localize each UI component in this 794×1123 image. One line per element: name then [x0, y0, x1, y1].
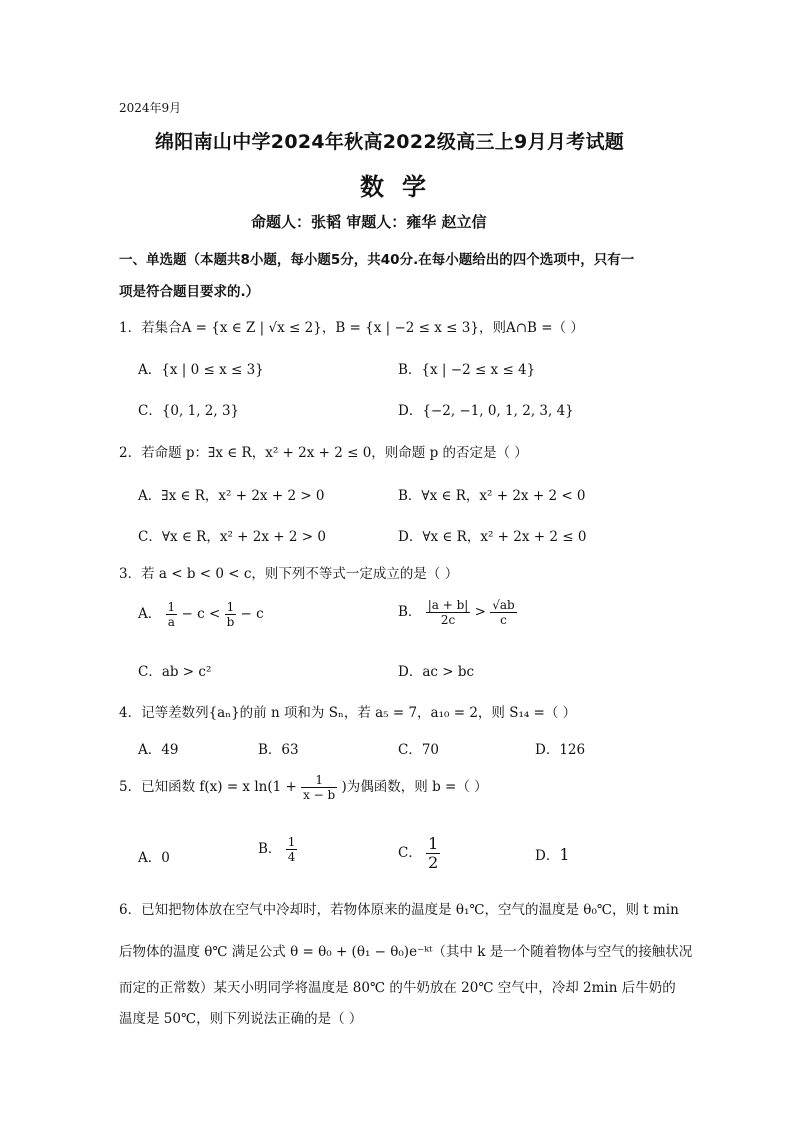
- q1-option-d-label: D．: [398, 403, 423, 419]
- q2-option-d[interactable]: D．∀x ∈ R，x² + 2x + 2 ≤ 0: [398, 529, 587, 545]
- exam-date: 2024年9月: [119, 101, 182, 115]
- q5-b-fraction: [286, 835, 298, 864]
- question-6-line4: 温度是 50℃，则下列说法正确的是（ ）: [119, 1011, 363, 1027]
- q1-option-a-label: A．: [138, 362, 162, 378]
- q2-option-a[interactable]: A．∃x ∈ R，x² + 2x + 2 > 0: [138, 488, 325, 504]
- q5-stem-post: )为偶函数，则 b =（ ）: [341, 779, 488, 795]
- q3-a-den2: b: [226, 615, 235, 629]
- question-6-line3: 而定的正常数）某天小明同学将温度是 80℃ 的牛奶放在 20℃ 空气中，冷却 2min 后牛奶的: [119, 980, 676, 996]
- subject-heading: 数学: [360, 173, 444, 201]
- q5-option-b-label: B．: [258, 841, 282, 857]
- q3-a-num1: 1: [167, 600, 176, 614]
- question-5-stem: [119, 773, 488, 802]
- q3-option-a-label: A．: [138, 606, 162, 622]
- q1-option-d[interactable]: [398, 399, 574, 419]
- q3-b-den1: 2c: [440, 613, 456, 627]
- q1-option-b-label: B．: [398, 362, 422, 378]
- q5-option-c[interactable]: [398, 835, 440, 872]
- q5-option-c-label: C．: [398, 845, 422, 861]
- q3-option-a[interactable]: [138, 600, 264, 629]
- q3-a-fraction-2: [225, 600, 237, 629]
- authors-line: 命题人：张韬 审题人：雍华 赵立信: [251, 213, 487, 231]
- q5-d-value: 1: [559, 845, 570, 864]
- q3-b-fraction-2: [490, 598, 516, 627]
- q2-option-c[interactable]: C．∀x ∈ R，x² + 2x + 2 > 0: [138, 529, 326, 545]
- question-4-stem: 4．记等差数列{aₙ}的前 n 项和为 Sₙ，若 a₅ = 7，a₁₀ = 2，则 S₁₄ =（ ）: [119, 705, 577, 721]
- q5-c-fraction: [426, 835, 440, 872]
- q5-fraction: [301, 773, 337, 802]
- q3-option-d[interactable]: D．ac > bc: [398, 664, 475, 680]
- q5-stem-pre: 5．已知函数 f(x) = x ln(1 +: [119, 779, 297, 795]
- q3-b-num1: |a + b|: [427, 598, 469, 612]
- q5-option-b[interactable]: [258, 835, 297, 864]
- q3-b-fraction-1: [426, 598, 471, 627]
- q3-b-den2: c: [500, 613, 507, 627]
- q5-frac-den: x − b: [303, 788, 336, 802]
- q5-option-a[interactable]: A．0: [138, 850, 170, 866]
- q3-a-fraction-1: [166, 600, 178, 629]
- q5-option-d-label: D．: [535, 848, 560, 864]
- q1-sep: ，: [321, 320, 336, 336]
- q2-option-b[interactable]: B．∀x ∈ R，x² + 2x + 2 < 0: [398, 488, 586, 504]
- q5-b-num: 1: [287, 835, 296, 849]
- q5-b-den: 4: [287, 850, 296, 864]
- q5-c-num: 1: [428, 834, 439, 853]
- q5-c-den: 2: [428, 853, 439, 872]
- q3-a-mid: − c <: [181, 606, 221, 622]
- q1-option-a-text: {x | 0 ≤ x ≤ 3}: [161, 362, 264, 378]
- question-2-stem: 2．若命题 p：∃x ∈ R，x² + 2x + 2 ≤ 0，则命题 p 的否定是（ ）: [119, 445, 528, 461]
- q5-option-d[interactable]: [535, 844, 570, 864]
- q1-option-b[interactable]: [398, 358, 535, 378]
- q1-option-a[interactable]: [138, 358, 264, 378]
- question-3-stem: 3．若 a < b < 0 < c，则下列不等式一定成立的是（ ）: [119, 566, 459, 582]
- question-6-line2: 后物体的温度 θ℃ 满足公式 θ = θ₀ + (θ₁ − θ₀)e⁻ᵏᵗ（其中 k 是一个随着物体与空气的接触状况: [119, 944, 693, 960]
- q3-b-num2: √ab: [492, 598, 515, 612]
- q3-option-c[interactable]: C．ab > c²: [138, 664, 212, 680]
- q1-tail: ，则A∩B =（ ）: [478, 320, 584, 336]
- q3-a-num2: 1: [225, 600, 237, 615]
- q1-option-c[interactable]: [138, 399, 239, 419]
- q3-option-b[interactable]: [398, 598, 517, 627]
- q1-set-b: B = {x | −2 ≤ x ≤ 3}: [335, 320, 479, 336]
- exam-title: 绵阳南山中学2024年秋高2022级高三上9月月考试题: [155, 131, 625, 153]
- q1-prefix: 1．若集合: [119, 320, 182, 336]
- section-instructions-line2: 项是符合题目要求的.）: [119, 284, 260, 300]
- q4-option-b[interactable]: B．63: [258, 742, 299, 758]
- q4-option-a[interactable]: A．49: [138, 742, 179, 758]
- q1-option-b-text: {x | −2 ≤ x ≤ 4}: [421, 362, 536, 378]
- q1-option-d-text: {−2, −1, 0, 1, 2, 3, 4}: [422, 403, 574, 419]
- q1-option-c-label: C．: [138, 403, 162, 419]
- q3-a-den1: a: [167, 615, 175, 629]
- question-1-stem: [119, 316, 584, 336]
- q1-option-c-text: {0, 1, 2, 3}: [161, 403, 240, 419]
- q4-option-d[interactable]: D．126: [535, 742, 586, 758]
- q3-option-b-label: B．: [398, 604, 422, 620]
- q1-set-a: A = {x ∈ Z | √x ≤ 2}: [181, 320, 322, 336]
- q4-option-c[interactable]: C．70: [398, 742, 440, 758]
- q3-a-end: − c: [240, 606, 264, 622]
- question-6-line1: 6．已知把物体放在空气中冷却时，若物体原来的温度是 θ₁℃，空气的温度是 θ₀℃，则 t min: [119, 902, 679, 918]
- q3-b-mid: >: [474, 604, 486, 620]
- q5-frac-num: 1: [301, 773, 337, 788]
- section-instructions-line1: 一、单选题（本题共8小题，每小题5分，共40分.在每小题给出的四个选项中，只有一: [119, 252, 635, 268]
